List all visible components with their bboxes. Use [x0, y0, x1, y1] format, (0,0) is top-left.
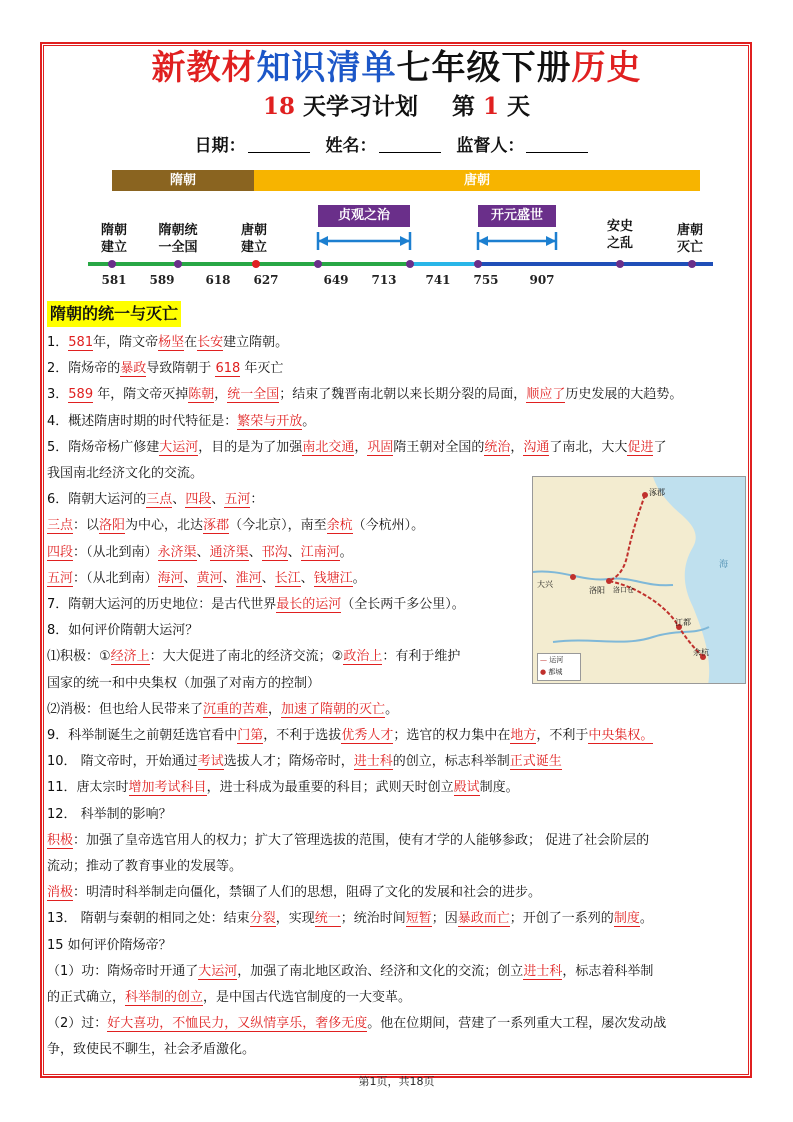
key-term: 进士科	[523, 963, 563, 979]
map-label-zhuojun: 涿郡	[649, 488, 665, 497]
text-segment: ，不利于选拔	[263, 728, 342, 744]
text-segment: 、	[196, 544, 210, 560]
key-term: 五河	[224, 492, 251, 508]
section-title: 隋朝的统一与灭亡	[47, 301, 181, 327]
title-part-2: 知识清单	[256, 48, 397, 88]
text-segment: ；统治时间	[340, 911, 406, 927]
key-term: 永济渠	[157, 544, 197, 560]
key-term: 促进	[627, 439, 654, 455]
content-line	[47, 671, 527, 697]
event-tang-founded: 唐朝 建立	[240, 223, 267, 255]
supervisor-label: 监督人：	[456, 136, 525, 156]
text-segment: 导致隋朝于	[146, 361, 216, 377]
text-segment: 5．隋炀帝杨广修建	[47, 439, 160, 455]
text-segment: 。他在位期间，营建了一系列重大工程，屡次发动战	[367, 1016, 667, 1032]
timeline-dot	[406, 260, 414, 268]
text-segment: 10． 隋文帝时，开始通过	[47, 754, 198, 770]
text-segment: 。	[339, 544, 353, 560]
text-segment: ，	[268, 701, 282, 717]
text-segment: 的创立，标志科举制	[392, 754, 510, 770]
text-segment: ；选官的权力集中在	[393, 728, 511, 744]
grand-canal-map	[532, 476, 746, 684]
key-term: 三点	[146, 492, 173, 508]
text-segment: 制度。	[479, 780, 519, 796]
map-label-luokoucang: 洛口仓	[613, 586, 634, 594]
subtitle-days: 18	[262, 93, 295, 120]
key-term: 618	[215, 361, 241, 377]
year-label: 649	[323, 273, 349, 287]
text-segment: 争，致使民不聊生，社会矛盾激化。	[47, 1042, 256, 1058]
key-term: 长安	[197, 335, 224, 350]
text-segment: 11．唐太宗时	[47, 780, 129, 796]
luoyang-marker	[606, 578, 612, 584]
key-term: 钱塘江	[313, 570, 353, 586]
map-label-sea: 海	[719, 560, 729, 570]
year-label: 581	[101, 273, 127, 287]
key-term: 大运河	[198, 963, 238, 979]
timeline-dot	[474, 260, 482, 268]
key-term: 通济渠	[209, 544, 249, 560]
timeline-dot	[314, 260, 322, 268]
text-segment: ；因	[431, 911, 458, 927]
title-part-1: 新教材	[151, 48, 257, 88]
map-label-yuhang: 余杭	[693, 648, 709, 657]
text-segment: 12． 科举制的影响？	[47, 806, 172, 822]
key-term: 地方	[510, 728, 537, 744]
map-label-jiangdu: 江都	[675, 618, 691, 627]
key-term: 门第	[237, 728, 264, 744]
key-term: 暴政	[120, 361, 147, 377]
text-segment: ，加强了南北地区政治、经济和文化的交流；创立	[237, 963, 524, 979]
legend-capital: 都城	[548, 668, 563, 676]
tang-dynasty-bar: 唐朝	[254, 170, 700, 191]
text-segment: 在	[184, 335, 198, 350]
key-term: 海河	[157, 570, 184, 586]
text-segment: 、	[222, 570, 236, 586]
text-segment: 、	[211, 492, 225, 508]
text-segment: ⑴积极：①	[47, 649, 111, 665]
text-segment: ，不利于	[536, 728, 589, 744]
key-term: 邗沟	[261, 544, 288, 560]
subtitle-day-number: 1	[483, 93, 500, 120]
map-legend: — 运河 ● 都城	[537, 653, 581, 681]
text-segment: ；开创了一系列的	[509, 911, 614, 927]
key-term: 大运河	[159, 439, 199, 455]
text-segment: ：大大促进了南北的经济交流；②	[149, 649, 344, 665]
text-segment: 隋王朝对全国的	[393, 439, 485, 455]
text-segment: 。	[639, 911, 653, 927]
event-sui-unification: 隋朝统 一全国	[158, 223, 198, 255]
key-term: 巩固	[367, 439, 394, 455]
key-term: 增加考试科目	[128, 780, 207, 796]
key-term: 积极	[47, 832, 74, 848]
key-term: 繁荣与开放	[237, 413, 303, 429]
text-segment: 、	[172, 492, 186, 508]
content-line	[47, 618, 527, 644]
kaiyuan-label: 开元盛世	[478, 205, 556, 227]
text-segment: 15 如何评价隋炀帝？	[47, 937, 172, 953]
sui-dynasty-bar: 隋朝	[112, 170, 254, 191]
zhuojun-marker	[642, 492, 648, 498]
content-line	[47, 854, 751, 880]
key-term: 制度	[613, 911, 640, 927]
text-segment: 建立隋朝。	[223, 335, 289, 350]
text-segment: ：（从北到南）	[73, 544, 158, 560]
key-term: 政治上	[343, 649, 383, 665]
text-segment: ；结束了魏晋南北朝以来长期分裂的局面，	[279, 387, 527, 403]
map-label-luoyang: 洛阳	[589, 586, 605, 595]
text-segment: ，实现	[275, 911, 315, 927]
text-segment: ：加强了皇帝选官用人的权力；扩大了管理选拔的范围，使有才学的人能够参政； 促进了社会阶层的	[73, 832, 650, 848]
text-segment: ，进士科成为最重要的科目；武则天时创立	[206, 780, 454, 796]
subtitle-day-suffix: 天	[499, 93, 531, 120]
text-segment: 、	[183, 570, 197, 586]
key-term: 余杭	[326, 518, 353, 534]
text-segment: 、	[248, 544, 262, 560]
text-segment: 7．隋朝大运河的历史地位：是古代世界	[47, 597, 277, 613]
text-segment: （1）功：隋炀帝时开通了	[47, 963, 199, 979]
text-segment: 国家的统一和中央集权（加强了对南方的控制）	[47, 675, 321, 691]
text-segment: 1．	[47, 335, 69, 350]
key-term: 涿郡	[203, 518, 230, 534]
text-segment: ，	[510, 439, 524, 455]
subtitle-day-prefix: 第	[451, 93, 483, 120]
text-segment: 4．概述隋唐时期的时代特征是：	[47, 413, 238, 429]
year-label: 741	[425, 273, 451, 287]
content-line	[47, 880, 751, 906]
content-line	[47, 644, 527, 670]
key-term: 三点	[47, 518, 74, 534]
key-term: 长江	[274, 570, 301, 586]
text-segment: 年，隋文帝灭掉	[93, 387, 189, 403]
key-term: 589	[68, 387, 94, 403]
text-segment: ，目的是为了加强	[198, 439, 303, 455]
timeline-dot	[688, 260, 696, 268]
text-segment: 。	[385, 701, 399, 717]
text-segment: 、	[287, 544, 301, 560]
key-term: 黄河	[196, 570, 223, 586]
content-line	[47, 959, 751, 985]
text-segment: ，	[354, 439, 368, 455]
content-line	[47, 906, 751, 932]
text-segment: 年灭亡	[240, 361, 284, 377]
text-segment: 8．如何评价隋朝大运河？	[47, 623, 199, 639]
text-segment: ：明清时科举制走向僵化，禁锢了人们的思想，阻碍了文化的发展和社会的进步。	[73, 885, 542, 901]
knowledge-content	[47, 330, 751, 1064]
text-segment: ，是中国古代选官制度的一大变革。	[203, 990, 412, 1006]
text-segment: ：有利于维护	[382, 649, 461, 665]
text-segment: 、	[261, 570, 275, 586]
key-term: 考试	[197, 754, 224, 770]
text-segment: （全长两千多公里）。	[341, 597, 465, 613]
key-term: 顺应了	[526, 387, 566, 403]
map-label-daxing: 大兴	[537, 580, 553, 589]
key-term: 最长的运河	[276, 597, 342, 613]
text-segment: 3．	[47, 387, 69, 403]
content-line	[47, 1037, 751, 1063]
text-segment: 的正式确立，	[47, 990, 126, 1006]
content-line	[47, 933, 751, 959]
text-segment: ：（从北到南）	[73, 570, 158, 586]
kaiyuan-span-arrow	[478, 232, 556, 250]
year-label: 907	[529, 273, 555, 287]
content-line	[47, 723, 751, 749]
content-line	[47, 697, 751, 723]
timeline-graphic	[0, 0, 793, 300]
key-term: 经济上	[110, 649, 150, 665]
text-segment: 选拔人才；隋炀帝时，	[223, 754, 354, 770]
legend-canal: 运河	[549, 656, 564, 664]
year-label: 755	[473, 273, 499, 287]
year-label: 618	[205, 273, 231, 287]
content-line	[47, 985, 751, 1011]
text-segment: 。	[302, 413, 316, 429]
text-segment: ：以	[73, 518, 100, 534]
title-part-3: 七年级下册	[396, 48, 572, 88]
zhenguan-span-arrow	[318, 232, 410, 250]
date-label: 日期：	[194, 136, 246, 156]
text-segment: 了南北，大大	[549, 439, 628, 455]
text-segment: （2）过：	[47, 1016, 108, 1032]
page-footer: 第1页，共18页	[358, 1075, 435, 1088]
key-term: 南北交通	[302, 439, 355, 455]
content-line	[47, 435, 751, 461]
key-term: 统治	[484, 439, 511, 455]
text-segment: ，标志着科举制	[562, 963, 654, 979]
content-line	[47, 566, 527, 592]
content-line	[47, 592, 527, 618]
key-term: 四段	[185, 492, 212, 508]
content-line	[47, 540, 527, 566]
key-term: 优秀人才	[341, 728, 394, 744]
key-term: 殿试	[453, 780, 480, 796]
year-label: 713	[371, 273, 397, 287]
content-line	[47, 749, 751, 775]
text-segment: 年，隋文帝	[93, 335, 159, 350]
timeline-dot	[616, 260, 624, 268]
content-line	[47, 1011, 751, 1037]
content-line	[47, 487, 527, 513]
yellow-river	[533, 572, 673, 586]
key-term: 中央集权。	[588, 728, 654, 744]
key-term: 好大喜功，不恤民力，又纵情享乐，奢侈无度	[107, 1016, 368, 1032]
key-term: 581	[68, 335, 94, 350]
event-anshi-rebellion: 安史 之乱	[606, 219, 633, 251]
text-segment: 、	[300, 570, 314, 586]
text-segment: 为中心，北达	[125, 518, 204, 534]
timeline-axis-blue	[478, 262, 713, 266]
daxing-marker	[570, 574, 576, 580]
key-term: 短暂	[405, 911, 432, 927]
key-term: 四段	[47, 544, 74, 560]
text-segment: ：	[250, 492, 264, 508]
key-term: 杨坚	[158, 335, 185, 350]
key-term: 陈朝	[188, 387, 215, 403]
key-term: 暴政而亡	[457, 911, 510, 927]
key-term: 加速了隋朝的灭亡	[281, 701, 386, 717]
title-part-4: 历史	[571, 48, 642, 88]
key-term: 洛阳	[99, 518, 126, 534]
key-term: 沉重的苦难	[203, 701, 269, 717]
key-term: 进士科	[353, 754, 393, 770]
content-line	[47, 356, 751, 382]
text-segment: （今杭州）。	[352, 518, 425, 534]
text-segment: （今北京），南至	[229, 518, 327, 534]
key-term: 江南河	[300, 544, 340, 560]
timeline-dot	[108, 260, 116, 268]
year-label: 589	[149, 273, 175, 287]
text-segment: 历史发展的大趋势。	[565, 387, 683, 403]
zhenguan-label: 贞观之治	[318, 205, 410, 227]
content-line	[47, 828, 751, 854]
content-line	[47, 775, 751, 801]
key-term: 科举制的创立	[125, 990, 204, 1006]
name-label: 姓名：	[325, 136, 377, 156]
text-segment: 了	[653, 439, 667, 455]
text-segment: 。	[352, 570, 366, 586]
key-term: 分裂	[249, 911, 276, 927]
text-segment: ，	[214, 387, 228, 403]
text-segment: 流动；推动了教育事业的发展等。	[47, 859, 243, 875]
text-segment: ⑵消极：但也给人民带来了	[47, 701, 204, 717]
content-line	[47, 330, 751, 356]
key-term: 统一全国	[227, 387, 280, 403]
timeline-dot	[252, 260, 260, 268]
key-term: 正式诞生	[509, 754, 562, 770]
timeline-axis-cyan	[408, 262, 478, 266]
text-segment: 2．隋炀帝的	[47, 361, 121, 377]
key-term: 五河	[47, 570, 74, 586]
timeline-dot	[174, 260, 182, 268]
event-tang-fall: 唐朝 灭亡	[676, 223, 703, 255]
content-line	[47, 409, 751, 435]
text-segment: 6．隋朝大运河的	[47, 492, 147, 508]
text-segment: 我国南北经济文化的交流。	[47, 466, 204, 482]
text-segment: 9．科举制诞生之前朝廷选官看中	[47, 728, 238, 744]
subtitle-plan: 天学习计划	[294, 93, 418, 120]
key-term: 淮河	[235, 570, 262, 586]
event-sui-founded: 隋朝 建立	[100, 223, 127, 255]
key-term: 消极	[47, 885, 74, 901]
text-segment: 13． 隋朝与秦朝的相同之处：结束	[47, 911, 250, 927]
content-line	[47, 802, 751, 828]
key-term: 沟通	[523, 439, 550, 455]
content-line	[47, 382, 751, 408]
key-term: 统一	[314, 911, 341, 927]
year-label: 627	[253, 273, 279, 287]
content-line	[47, 513, 527, 539]
timeline-axis-green	[88, 262, 408, 266]
yangtze-river	[553, 627, 709, 642]
